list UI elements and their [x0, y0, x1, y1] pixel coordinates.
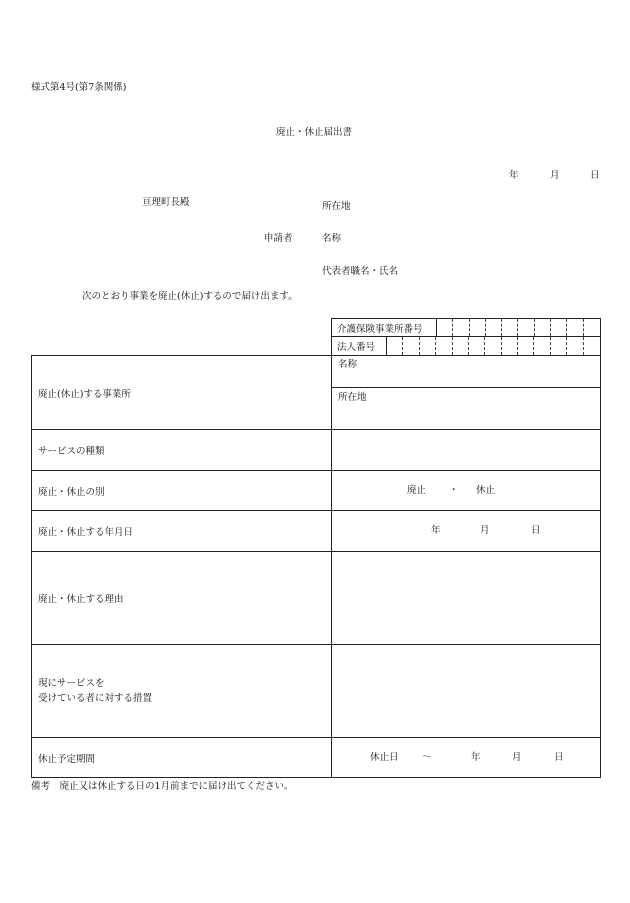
reason-value — [332, 552, 600, 644]
digit-cell — [453, 319, 469, 336]
addressee: 亘理町長殿 — [142, 197, 190, 208]
date-row-month: 月 — [480, 525, 490, 536]
category-options — [332, 471, 600, 510]
care-insurance-number-box — [331, 318, 601, 337]
table-row-category — [32, 470, 600, 510]
digit-cell — [502, 319, 518, 336]
care-insurance-number-cells — [437, 319, 600, 336]
measures-label — [32, 645, 332, 737]
digit-cell — [551, 319, 567, 336]
facility-name-cell — [332, 356, 600, 387]
applicant-label: 申請者 — [264, 233, 293, 244]
digit-cell — [436, 337, 452, 355]
document-title: 廃止・休止届出書 — [276, 127, 353, 138]
date-value — [332, 511, 600, 551]
measures-label-line1: 現にサービスを — [38, 677, 105, 689]
date-month-label: 月 — [550, 170, 560, 181]
intro-text: 次のとおり事業を廃止(休止)するので届け出ます。 — [82, 291, 298, 302]
table-row-date — [32, 510, 600, 551]
digit-cell — [485, 337, 501, 355]
reason-label: 廃止・休止する理由 — [32, 552, 332, 644]
digit-cell — [403, 337, 419, 355]
digit-cell — [437, 319, 453, 336]
facility-name-label: 名称 — [338, 359, 358, 370]
digit-cell — [584, 319, 600, 336]
applicant-name-label: 名称 — [322, 233, 342, 244]
measures-label-line2: 受けている者に対する措置 — [38, 693, 153, 704]
period-month: 月 — [512, 752, 522, 763]
category-label: 廃止・休止の別 — [32, 471, 332, 510]
option-separator: ・ — [449, 485, 459, 496]
period-value — [332, 738, 600, 778]
digit-cell — [470, 319, 486, 336]
notification-table — [31, 355, 601, 778]
option-suspend: 休止 — [476, 485, 496, 496]
digit-cell — [469, 337, 485, 355]
care-insurance-number-label: 介護保険事業所番号 — [332, 319, 437, 336]
date-row-year: 年 — [431, 525, 441, 536]
digit-cell — [551, 337, 567, 355]
date-row-day: 日 — [531, 525, 541, 536]
period-prefix: 休止日 — [370, 752, 399, 763]
table-row-measures — [32, 644, 600, 737]
digit-cell — [502, 337, 518, 355]
digit-cell — [486, 319, 502, 336]
period-day: 日 — [554, 752, 564, 763]
digit-cell — [518, 337, 534, 355]
service-type-label: サービスの種類 — [32, 430, 332, 470]
footnote: 備考 廃止又は休止する日の1月前までに届け出てください。 — [31, 781, 294, 792]
digit-cell — [535, 319, 551, 336]
period-tilde: ～ — [422, 752, 432, 763]
digit-cell — [534, 337, 550, 355]
period-year: 年 — [471, 752, 481, 763]
corporate-number-box — [331, 336, 601, 356]
corporate-number-cells — [387, 337, 600, 355]
measures-value — [332, 645, 600, 737]
facility-address-cell — [332, 387, 600, 429]
form-reference: 様式第4号(第7条関係) — [31, 82, 127, 93]
date-label: 廃止・休止する年月日 — [32, 511, 332, 551]
applicant-representative-label: 代表者職名・氏名 — [322, 266, 399, 277]
period-label: 休止予定期間 — [32, 738, 332, 778]
digit-cell — [420, 337, 436, 355]
facility-address-label: 所在地 — [338, 392, 367, 403]
table-row-facility — [32, 356, 600, 429]
option-abolish: 廃止 — [407, 485, 427, 496]
applicant-address-label: 所在地 — [322, 201, 351, 212]
digit-cell — [518, 319, 534, 336]
table-row-period — [32, 737, 600, 778]
table-row-reason — [32, 551, 600, 644]
date-day-label: 日 — [590, 170, 600, 181]
digit-cell — [567, 319, 583, 336]
corporate-number-label: 法人番号 — [332, 337, 387, 355]
digit-cell — [453, 337, 469, 355]
date-year-label: 年 — [509, 170, 519, 181]
digit-cell — [567, 337, 583, 355]
table-row-service-type — [32, 429, 600, 470]
service-type-value — [332, 430, 600, 470]
facility-label: 廃止(休止)する事業所 — [32, 356, 332, 429]
digit-cell — [584, 337, 600, 355]
digit-cell — [387, 337, 403, 355]
